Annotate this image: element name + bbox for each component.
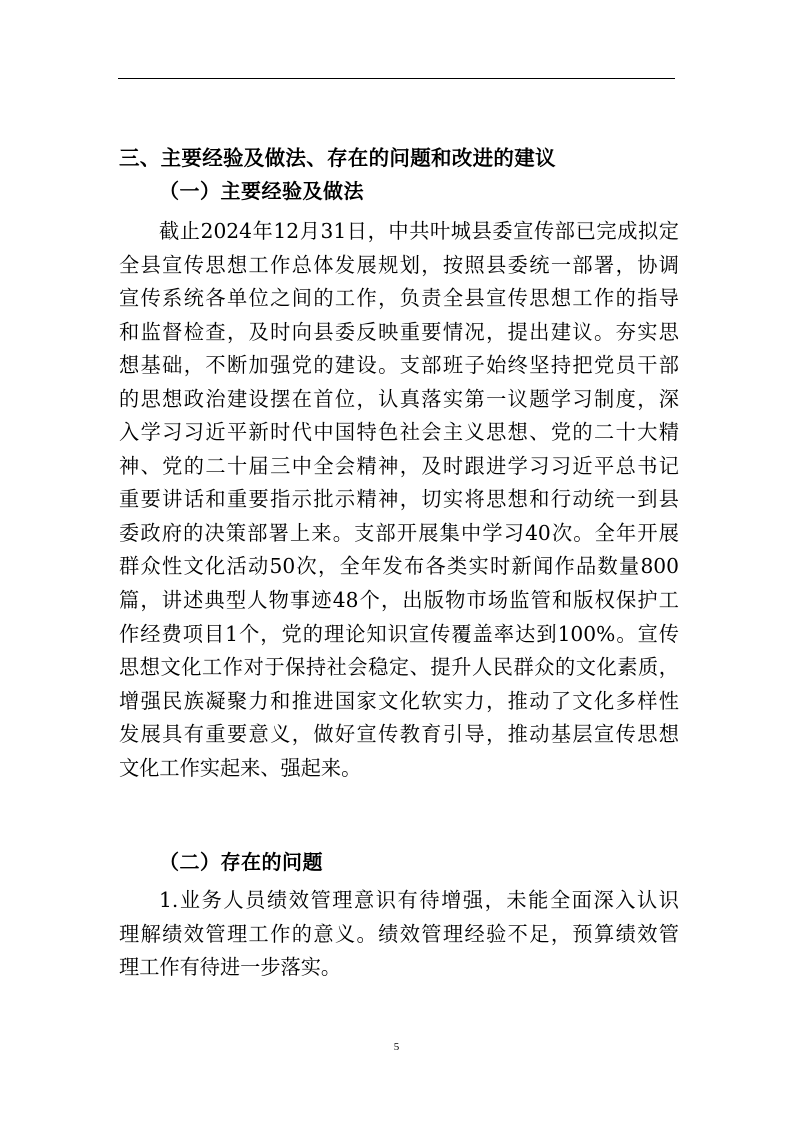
paragraph-line: 的思想政治建设摆在首位，认真落实第一议题学习制度，深 [119,386,679,411]
page-number: 5 [393,1041,400,1053]
paragraph-line: 篇，讲述典型人物事迹48个，出版物市场监管和版权保护工 [119,588,679,613]
paragraph-problems [119,884,679,985]
paragraph-line: 作经费项目1个，党的理论知识宣传覆盖率达到100%。宣传 [119,621,679,646]
paragraph-line: 群众性文化活动50次，全年发布各类实时新闻作品数量800 [119,554,679,579]
paragraph-line: 文化工作实起来、强起来。 [119,755,362,780]
paragraph-line: 思想文化工作对于保持社会稳定、提升人民群众的文化素质， [119,655,679,680]
paragraph-line: 重要讲话和重要指示批示精神，切实将思想和行动统一到县 [119,487,679,512]
paragraph-line: 理解绩效管理工作的意义。绩效管理经验不足，预算绩效管 [119,921,679,946]
paragraph-line: 增强民族凝聚力和推进国家文化软实力，推动了文化多样性 [119,688,679,713]
paragraph-line: 发展具有重要意义，做好宣传教育引导，推动基层宣传思想 [119,722,679,747]
paragraph-line: 宣传系统各单位之间的工作，负责全县宣传思想工作的指导 [119,286,679,311]
paragraph-line: 委政府的决策部署上来。支部开展集中学习40次。全年开展 [119,520,679,545]
subheading-problems: （二）存在的问题 [159,850,323,874]
paragraph-line: 1.业务人员绩效管理意识有待增强，未能全面深入认识 [159,888,679,912]
paragraph-line: 入学习习近平新时代中国特色社会主义思想、党的二十大精 [119,420,679,445]
paragraph-line: 截止2024年12月31日，中共叶城县委宣传部已完成拟定 [159,219,679,243]
paragraph-line: 和监督检查，及时向县委反映重要情况，提出建议。夯实思 [119,319,679,344]
paragraph-line: 神、党的二十届三中全会精神，及时跟进学习习近平总书记 [119,453,679,478]
paragraph-line: 全县宣传思想工作总体发展规划，按照县委统一部署，协调 [119,252,679,277]
paragraph-experience [119,215,679,785]
subheading-experience: （一）主要经验及做法 [159,179,364,203]
header-rule [118,78,675,79]
section-heading: 三、主要经验及做法、存在的问题和改进的建议 [119,146,556,170]
paragraph-line: 理工作有待进一步落实。 [119,955,342,980]
paragraph-line: 想基础，不断加强党的建设。支部班子始终坚持把党员干部 [119,353,679,378]
